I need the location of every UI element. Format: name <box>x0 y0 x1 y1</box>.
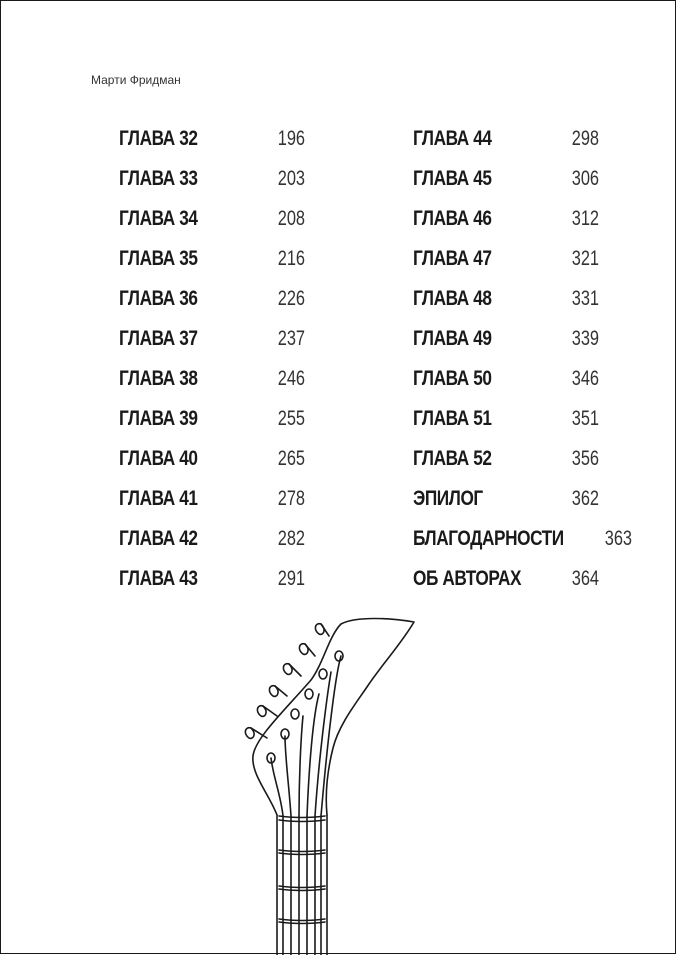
toc-entry[interactable] <box>119 319 305 359</box>
toc-entry-title: ГЛАВА 51 <box>413 407 492 430</box>
toc-entry[interactable] <box>413 519 632 559</box>
toc-entry-page: 291 <box>277 567 305 590</box>
toc-entry-page: 203 <box>277 167 305 190</box>
toc-entry-page: 321 <box>571 247 599 270</box>
toc-entry-title: ГЛАВА 44 <box>413 127 492 150</box>
toc-entry-title: ГЛАВА 34 <box>119 207 198 230</box>
toc-entry-title: ГЛАВА 37 <box>119 327 198 350</box>
toc-entry-page: 298 <box>571 127 599 150</box>
toc-entry[interactable] <box>119 399 305 439</box>
toc-entry-title: ГЛАВА 39 <box>119 407 198 430</box>
toc-entry-page: 282 <box>277 527 305 550</box>
toc-entry-page: 312 <box>571 207 599 230</box>
toc-entry-title: ГЛАВА 33 <box>119 167 198 190</box>
toc-entry[interactable] <box>119 359 305 399</box>
toc-entry-page: 226 <box>277 287 305 310</box>
toc-entry-page: 362 <box>571 487 599 510</box>
toc-entry[interactable] <box>413 159 599 199</box>
toc-entry-page: 363 <box>604 527 632 550</box>
toc-entry-title: ОБ АВТОРАХ <box>413 567 522 590</box>
toc-entry-page: 346 <box>571 367 599 390</box>
toc-entry[interactable] <box>119 439 305 479</box>
toc-entry-page: 339 <box>571 327 599 350</box>
toc-entry[interactable] <box>119 239 305 279</box>
toc-entry-page: 255 <box>277 407 305 430</box>
toc-entry-title: ГЛАВА 48 <box>413 287 492 310</box>
toc-entry-page: 196 <box>277 127 305 150</box>
toc-entry[interactable] <box>119 119 305 159</box>
guitar-headstock-icon <box>231 606 431 955</box>
toc-entry-title: ГЛАВА 40 <box>119 447 198 470</box>
toc-entry-title: ГЛАВА 41 <box>119 487 198 510</box>
toc-entry[interactable] <box>119 519 305 559</box>
toc-entry-page: 356 <box>571 447 599 470</box>
toc-entry-title: ГЛАВА 46 <box>413 207 492 230</box>
toc-entry[interactable] <box>413 399 599 439</box>
toc-entry[interactable] <box>119 159 305 199</box>
toc-entry[interactable] <box>119 199 305 239</box>
toc-column-left <box>119 119 305 599</box>
toc-entry[interactable] <box>413 559 599 599</box>
toc-entry-page: 351 <box>571 407 599 430</box>
toc-entry-title: БЛАГОДАРНОСТИ <box>413 527 564 550</box>
toc-entry-title: ГЛАВА 50 <box>413 367 492 390</box>
toc-entry[interactable] <box>413 239 599 279</box>
toc-entry-title: ГЛАВА 47 <box>413 247 492 270</box>
toc-entry-page: 265 <box>277 447 305 470</box>
toc-entry[interactable] <box>413 439 599 479</box>
toc-entry-page: 208 <box>277 207 305 230</box>
toc-entry[interactable] <box>413 279 599 319</box>
running-header-author: Марти Фридман <box>91 73 181 87</box>
toc-entry-page: 237 <box>277 327 305 350</box>
toc-entry-title: ЭПИЛОГ <box>413 487 483 510</box>
toc-entry[interactable] <box>119 479 305 519</box>
toc-entry[interactable] <box>413 119 599 159</box>
toc-entry-title: ГЛАВА 49 <box>413 327 492 350</box>
toc-entry-title: ГЛАВА 35 <box>119 247 198 270</box>
toc-entry-title: ГЛАВА 45 <box>413 167 492 190</box>
toc-entry-page: 331 <box>571 287 599 310</box>
toc-entry[interactable] <box>119 279 305 319</box>
toc-entry-title: ГЛАВА 52 <box>413 447 492 470</box>
toc-column-right <box>413 119 632 599</box>
toc-entry-title: ГЛАВА 42 <box>119 527 198 550</box>
toc-entry-title: ГЛАВА 36 <box>119 287 198 310</box>
toc-entry-title: ГЛАВА 38 <box>119 367 198 390</box>
toc-entry-title: ГЛАВА 43 <box>119 567 198 590</box>
toc-entry[interactable] <box>413 359 599 399</box>
toc-entry[interactable] <box>119 559 305 599</box>
toc-entry-page: 216 <box>277 247 305 270</box>
toc-entry-title: ГЛАВА 32 <box>119 127 198 150</box>
toc-entry[interactable] <box>413 319 599 359</box>
toc-entry-page: 364 <box>571 567 599 590</box>
toc-entry-page: 278 <box>277 487 305 510</box>
toc-entry[interactable] <box>413 479 599 519</box>
toc-entry-page: 246 <box>277 367 305 390</box>
toc-entry[interactable] <box>413 199 599 239</box>
toc-entry-page: 306 <box>571 167 599 190</box>
